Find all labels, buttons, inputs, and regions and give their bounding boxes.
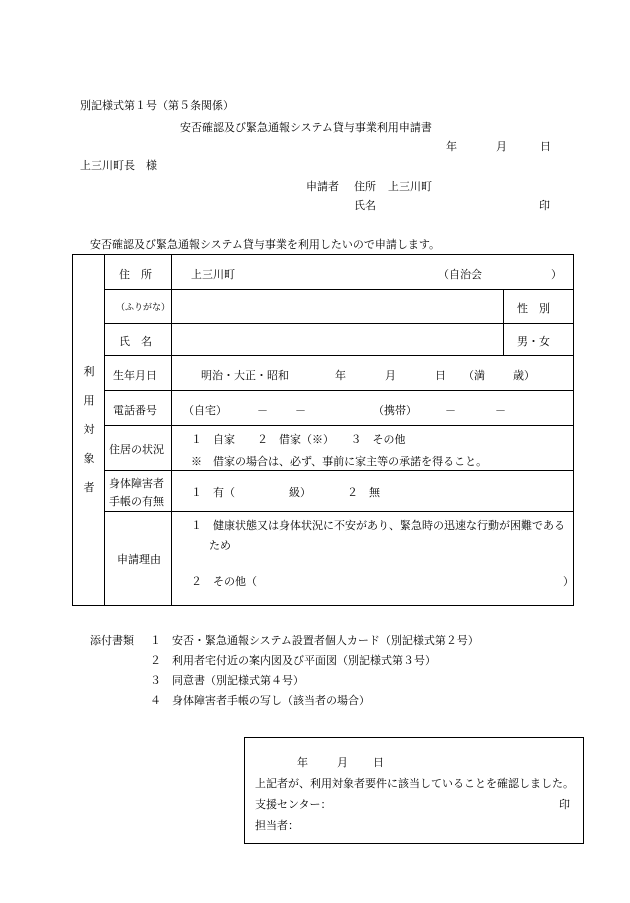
gender-value: 男・女: [517, 335, 550, 348]
staff-label: 担当者：: [255, 819, 299, 832]
phone-label: 電話番号: [113, 404, 157, 417]
application-table: [72, 254, 574, 606]
birth-month: 月: [385, 369, 396, 382]
applicant-address-label: 住所: [354, 180, 376, 193]
mobile-phone-dash-1: －: [445, 404, 456, 417]
confirm-year: 年: [297, 756, 308, 769]
disability-label-1: 身体障害者: [109, 477, 164, 490]
neighborhood-assoc: （自治会: [438, 268, 482, 281]
disability-option-yes: １ 有（: [191, 486, 235, 499]
gender-label: 性 別: [517, 302, 550, 315]
address-value: 上三川町: [191, 268, 235, 281]
attachment-item-3: ３ 同意書（別記様式第４号）: [150, 674, 304, 687]
age-open: （満: [463, 369, 485, 382]
furigana-label: （ふりがな）: [116, 303, 171, 313]
age-close: 歳）: [513, 369, 535, 382]
reason-item-1: １ 健康状態又は身体状況に不安があり、緊急時の迅速な行動が困難である: [191, 519, 565, 532]
date-day-label: 日: [540, 140, 551, 153]
date-month-label: 月: [496, 140, 507, 153]
attachment-item-1: １ 安否・緊急通報システム設置者個人カード（別記様式第２号）: [150, 634, 479, 647]
intro-text: 安否確認及び緊急通報システム貸与事業を利用したいので申請します。: [90, 238, 441, 251]
birth-label: 生年月日: [113, 369, 157, 382]
mobile-phone-dash-2: －: [495, 404, 506, 417]
date-year-label: 年: [446, 140, 457, 153]
disability-label-2: 手帳の有無: [109, 495, 164, 508]
housing-note: ※ 借家の場合は、必ず、事前に家主等の承諾を得ること。: [191, 455, 488, 468]
confirmation-box: [244, 737, 584, 844]
confirm-seal: 印: [559, 798, 570, 811]
home-phone-dash-2: －: [295, 404, 306, 417]
reason-item-2: ２ その他（: [191, 575, 257, 588]
reason-item-1-continued: ため: [209, 539, 231, 552]
applicant-seal: 印: [539, 199, 550, 212]
applicant-name-label: 氏名: [354, 199, 376, 212]
applicant-label: 申請者: [306, 180, 339, 193]
birth-era: 明治・大正・昭和: [201, 369, 289, 382]
name-label: 氏 名: [119, 335, 152, 348]
form-number: 別記様式第１号（第５条関係）: [80, 99, 234, 112]
support-center-label: 支援センター：: [255, 798, 332, 811]
confirm-statement: 上記者が、利用対象者要件に該当していることを確認しました。: [255, 777, 574, 790]
home-phone-label: （自宅）: [183, 404, 227, 417]
address-label: 住 所: [119, 268, 152, 281]
confirm-month: 月: [337, 756, 348, 769]
document-title: 安否確認及び緊急通報システム貸与事業利用申請書: [180, 121, 432, 134]
housing-options: １ 自家 ２ 借家（※） ３ その他: [191, 433, 406, 446]
applicant-address-value: 上三川町: [388, 180, 432, 193]
attachments-label: 添付書類: [90, 634, 134, 647]
neighborhood-assoc-close: ）: [551, 268, 562, 281]
addressee: 上三川町長 様: [80, 159, 157, 172]
disability-option-no: ２ 無: [347, 486, 380, 499]
housing-label: 住居の状況: [109, 443, 164, 456]
home-phone-dash-1: －: [257, 404, 268, 417]
mobile-phone-label: （携帯）: [373, 404, 417, 417]
disability-grade: 級）: [289, 486, 311, 499]
side-label: 利 用 対 象 者: [83, 365, 95, 494]
confirm-day: 日: [373, 756, 384, 769]
reason-label: 申請理由: [117, 553, 161, 566]
birth-day: 日: [435, 369, 446, 382]
birth-year: 年: [335, 369, 346, 382]
attachment-item-4: ４ 身体障害者手帳の写し（該当者の場合）: [150, 694, 370, 707]
attachment-item-2: ２ 利用者宅付近の案内図及び平面図（別記様式第３号）: [150, 654, 436, 667]
reason-item-2-close: ）: [563, 575, 574, 588]
